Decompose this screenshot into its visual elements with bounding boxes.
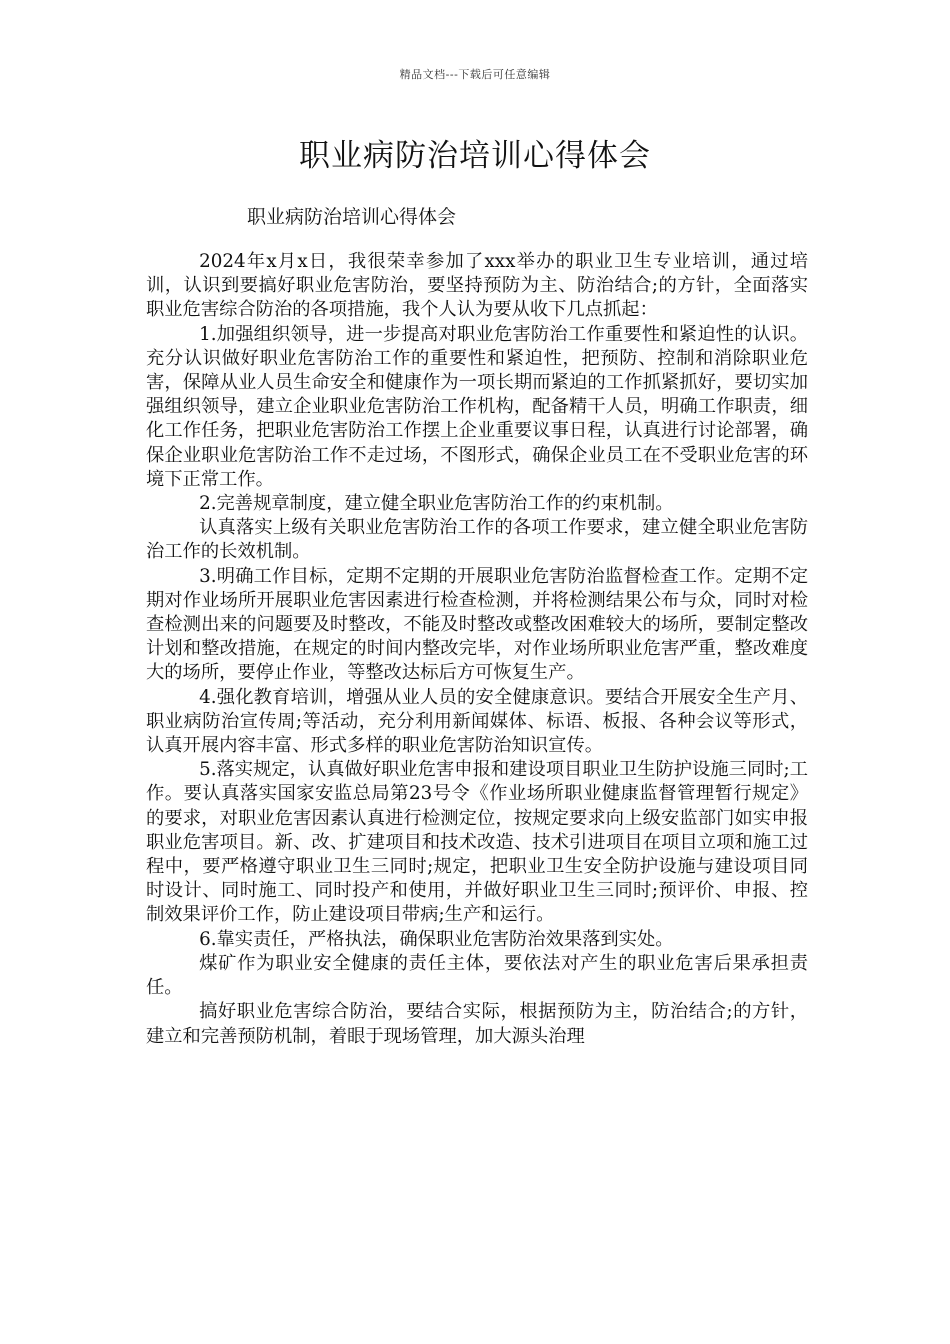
paragraph-point-5: 5.落实规定，认真做好职业危害申报和建设项目职业卫生防护设施三同时;工作。要认真落实国家安监总局第23号令《作业场所职业健康监督管理暂行规定》的要求，对职业危害因素认真进行检测定位，按规定要求向上级安监部门如实申报职业危害项目。新、改、扩建项目和技术改造、技术引进项目在项目立项和施工过程中，要严格遵守职业卫生三同时;规定，把职业卫生安全防护设施与建设项目同时设计、同时施工、同时投产和使用，并做好职业卫生三同时;预评价、申报、控制效果评价工作，防止建设项目带病;生产和运行。 (146, 759, 808, 926)
paragraph-point-1: 1.加强组织领导，进一步提高对职业危害防治工作重要性和紧迫性的认识。充分认识做好职业危害防治工作的重要性和紧迫性，把预防、控制和消除职业危害，保障从业人员生命安全和健康作为一项长期而紧迫的工作抓紧抓好，要切实加强组织领导，建立企业职业危害防治工作机构，配备精干人员，明确工作职责，细化工作任务，把职业危害防治工作摆上企业重要议事日程，认真进行讨论部署，确保企业职业危害防治工作不走过场，不图形式，确保企业员工在不受职业危害的环境下正常工作。 (146, 323, 808, 490)
document-subtitle: 职业病防治培训心得体会 (247, 206, 457, 228)
header-note: 精品文档---下载后可任意编辑 (399, 68, 551, 81)
paragraph-point-3: 3.明确工作目标，定期不定期的开展职业危害防治监督检查工作。定期不定期对作业场所开展职业危害因素进行检查检测，并将检测结果公布与众，同时对检查检测出来的问题要及时整改，不能及时整改或整改困难较大的场所，要制定整改计划和整改措施，在规定的时间内整改完毕，对作业场所职业危害严重，整改难度大的场所，要停止作业，等整改达标后方可恢复生产。 (146, 565, 808, 684)
paragraph-point-2: 2.完善规章制度，建立健全职业危害防治工作的约束机制。 (199, 493, 674, 515)
paragraph-point-4: 4.强化教育培训，增强从业人员的安全健康意识。要结合开展安全生产月、职业病防治宣传周;等活动，充分利用新闻媒体、标语、板报、各种会议等形式，认真开展内容丰富、形式多样的职业危害防治知识宣传。 (146, 686, 808, 757)
paragraph-point-6: 6.靠实责任，严格执法，确保职业危害防治效果落到实处。 (199, 928, 674, 950)
paragraph-intro: 2024年x月x日，我很荣幸参加了xxx举办的职业卫生专业培训，通过培训，认识到要搞好职业危害防治，要坚持预防为主、防治结合;的方针，全面落实职业危害综合防治的各项措施，我个人认为要从收下几点抓起： (146, 251, 808, 321)
paragraph-point-6-detail: 煤矿作为职业安全健康的责任主体，要依法对产生的职业危害后果承担责任。 (146, 952, 808, 999)
document-body (146, 250, 808, 1049)
document-title: 职业病防治培训心得体会 (299, 138, 651, 174)
paragraph-point-2-detail: 认真落实上级有关职业危害防治工作的各项工作要求，建立健全职业危害防治工作的长效机制。 (146, 517, 808, 563)
paragraph-closing: 搞好职业危害综合防治，要结合实际，根据预防为主，防治结合;的方针，建立和完善预防机制，着眼于现场管理，加大源头治理 (146, 1001, 808, 1047)
